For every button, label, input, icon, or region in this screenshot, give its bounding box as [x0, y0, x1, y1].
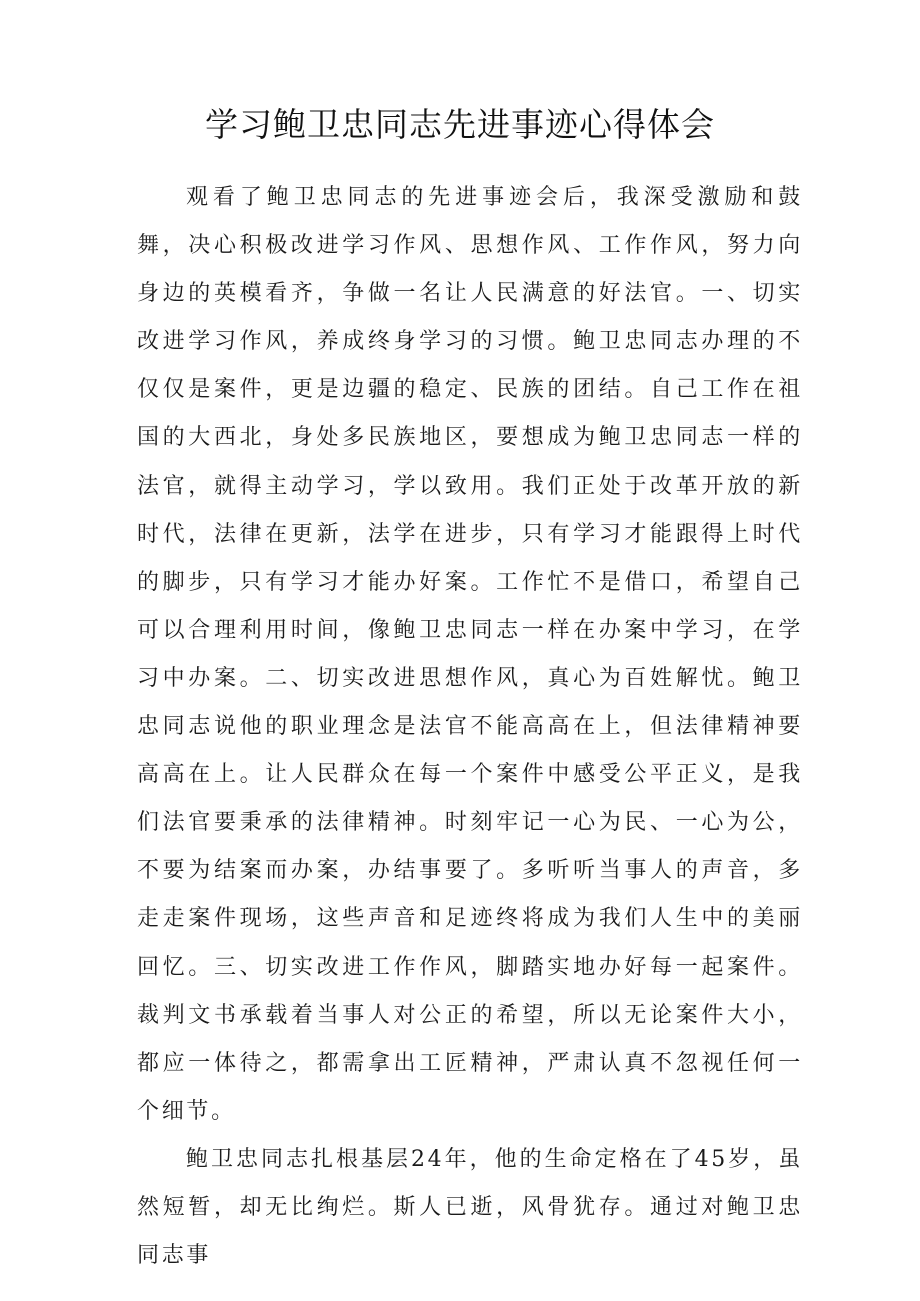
document-body [137, 174, 803, 1280]
paragraph-2: 鲍卫忠同志扎根基层24年，他的生命定格在了45岁，虽然短暂，却无比绚烂。斯人已逝，风骨犹存。通过对鲍卫忠同志事 [137, 1146, 803, 1269]
paragraph-1: 观看了鲍卫忠同志的先进事迹会后，我深受激励和鼓舞，决心积极改进学习作风、思想作风、工作作风，努力向身边的英模看齐，争做一名让人民满意的好法官。一、切实改进学习作风，养成终身学习的习惯。鲍卫忠同志办理的不仅仅是案件，更是边疆的稳定、民族的团结。自己工作在祖国的大西北，身处多民族地区，要想成为鲍卫忠同志一样的法官，就得主动学习，学以致用。我们正处于改革开放的新时代，法律在更新，法学在进步，只有学习才能跟得上时代的脚步，只有学习才能办好案。工作忙不是借口，希望自己可以合理利用时间，像鲍卫忠同志一样在办案中学习，在学习中办案。二、切实改进思想作风，真心为百姓解忧。鲍卫忠同志说他的职业理念是法官不能高高在上，但法律精神要高高在上。让人民群众在每一个案件中感受公平正义，是我们法官要秉承的法律精神。时刻牢记一心为民、一心为公，不要为结案而办案，办结事要了。多听听当事人的声音，多走走案件现场，这些声音和足迹终将成为我们人生中的美丽回忆。三、切实改进工作作风，脚踏实地办好每一起案件。裁判文书承载着当事人对公正的希望，所以无论案件大小，都应一体待之，都需拿出工匠精神，严肃认真不忽视任何一个细节。 [137, 185, 803, 1124]
document-title: 学习鲍卫忠同志先进事迹心得体会 [205, 105, 715, 144]
